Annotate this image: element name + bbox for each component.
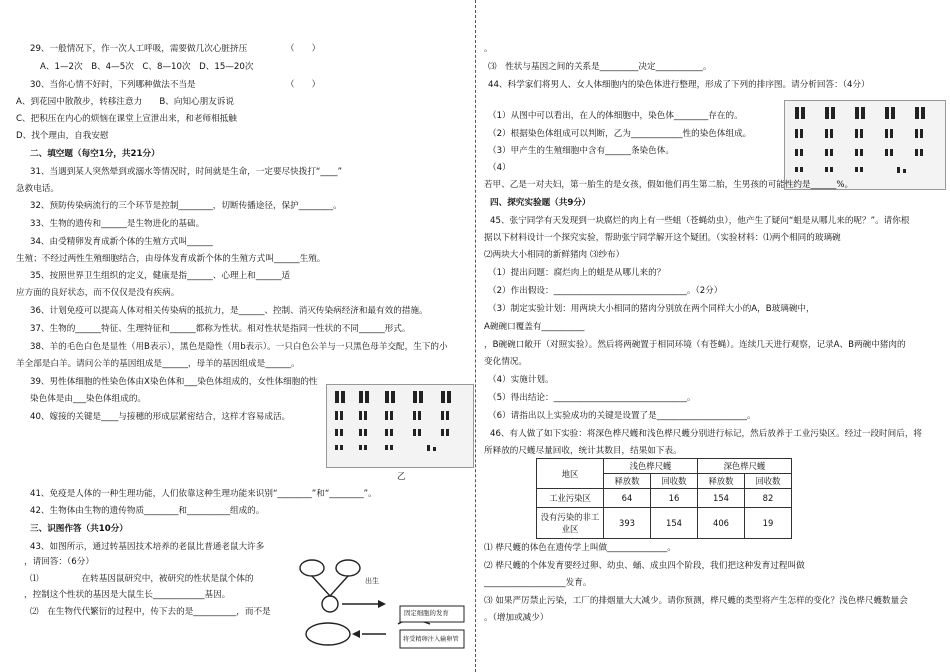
q42-text: 42、生物体由生物的遗传物质________和__________组成的。 [30,506,265,516]
q39-text-cont: 染色体是由___染色体组成的。 [30,394,147,404]
q30-text: 30、当你心情不好时，下列哪种做法不当是 （ ） [30,80,321,90]
q43-text: 43、如图所示，通过转基因技术培养的老鼠比普通老鼠大许多 [30,542,265,552]
q45-step5: （5）得出结论：_______________________________。 [488,393,696,403]
table-row [537,489,792,508]
q31-text-cont: 急救电话。 [16,184,59,194]
q30-option-c: C、把积压在内心的烦恼在课堂上宣泄出来，和老师相抵触 [16,114,237,124]
chromosome-karyotype-figure-q44 [784,100,946,190]
q43-sub3: ⑶ 性状与基因之间的关系是_________决定___________。 [488,62,712,72]
q44-sub4-text: 若甲、乙是一对夫妇，第一胎生的是女孩，假如他们再生第二胎，生男孩的可能性约是______%。 [484,180,854,190]
table-cell: 64 [604,489,651,508]
q35-text-cont: 应方面的良好状态，而不仅仅是没有疾病。 [16,288,180,298]
section-figure-heading: 三、识图作答（共10分） [30,524,128,534]
q43-sub1: ⑴ 在转基因鼠研究中，被研究的性状是鼠个体的 [30,574,254,584]
q46-text-cont: 所释放的尺蠖尽量回收，统计其数目，结果如下表。 [484,446,682,456]
q30-option-d: D、找个理由，自我安慰 [16,131,109,141]
table-subheader-release: 释放数 [604,474,651,489]
q45-step3: （3）制定实验计划：用两块大小相同的猪肉分别放在两个同样大小的A，B玻璃碗中， [488,304,815,314]
q44-text: 44、科学家们将男人、女人体细胞内的染色体进行整理，形成了下列的排序图。请分析回答：（4分） [488,80,870,90]
q43-sub1-cont: ，控制这个性状的基因是大鼠生长____________基因。 [24,590,231,600]
q45-text: 45、张宁同学有天发现到一块腐烂的肉上有一些蛆（苍蝇幼虫），他产生了疑问“蛆是从哪儿来的呢？”。请你根 [490,216,910,226]
table-cell: 406 [698,508,745,539]
table-cell-area: 工业污染区 [537,489,604,508]
q43-sub2: ⑵ 在生物代代繁衍的过程中，传下去的是__________，而不是 [30,607,271,617]
q44-sub4: （4） [488,163,511,173]
table-cell: 82 [745,489,792,508]
section-fill-in-heading: 二、填空题（每空1分，共21分） [30,149,160,159]
q40-text: 40、嫁接的关键是____与接穗的形成层紧密结合，这样才容易成活。 [30,412,291,422]
q45-step2: （2）作出假设：_______________________________。（2分） [488,286,723,296]
table-cell-area: 没有污染的非工业区 [537,508,604,539]
table-subheader-recover: 回收数 [651,474,698,489]
q45-step3-b: ，B碗碗口敞开（对照实验）。然后将两碗置于相同环境（有苍蝇）。连续几天进行观察，记录A、B两碗中猪肉的 [484,340,906,350]
mouse-box-label-injection: 将受精卵注入输卵管 [403,636,459,643]
table-cell: 19 [745,508,792,539]
q37-text: 37、生物的______特征、生理特征和______都称为性状。相对性状是指同一性状的不同______形式。 [30,324,411,334]
q46-sub3-cont: 。（增加或减少） [484,613,549,623]
table-header-dark-moth: 深色桦尺蠖 [698,459,792,474]
q45-step4: （4）实施计划。 [488,375,554,385]
q46-sub2: ⑵ 桦尺蠖的个体发育要经过卵、幼虫、蛹、成虫四个阶段，我们把这种发育过程叫做 [484,561,805,571]
table-cell: 154 [651,508,698,539]
table-header-area: 地区 [537,459,604,489]
q45-materials: ⑵两块大小相同的新鲜猪肉 ⑶纱布） [484,250,625,260]
q43-text-cont: ，请回答：（6分） [24,557,94,567]
q29-text: 29、一般情况下，作一次人工呼吸，需要做几次心脏挤压 （ ） [30,44,321,54]
q32-text: 32、预防传染病流行的三个环节是控制________，切断传播途径，保护________。 [30,201,342,211]
table-subheader-release: 释放数 [698,474,745,489]
q41-text: 41、免疫是人体的一种生理功能，人们依靠这种生理功能来识别“________”和“________”。 [30,489,377,499]
table-cell: 16 [651,489,698,508]
q45-text-cont: 据以下材料设计一个探究实验，帮助张宁同学解开这个疑团。（实验材料：⑴两个相同的玻璃碗 [484,233,841,243]
q34-text: 34、由受精卵发育成新个体的生殖方式叫______ [30,237,213,247]
left-column [0,0,474,672]
q29-options: A、1—2次 B、4—5次 C、8—10次 D、15—20次 [40,62,254,72]
q46-sub2-cont: ___________________发育。 [484,578,592,588]
q39-text: 39、男性体细胞的性染色体由X染色体和___染色体组成的，女性体细胞的性 [30,377,318,387]
q31-text: 31、当遇到某人突然晕到或溺水等情况时，时间就是生命，一定要尽快拨打“____” [30,167,343,177]
right-column [478,0,950,672]
mouse-box-label-development: 固定细胞的发育 [404,609,449,617]
q35-text: 35、按照世界卫生组织的定义，健康是指______、心理上和______适 [30,271,291,281]
chromosome-karyotype-figure-yi [326,384,474,468]
table-cell: 154 [698,489,745,508]
q45-step1: （1）提出问题：腐烂肉上的蛆是从哪儿来的？ [488,268,666,278]
q46-sub3: ⑶ 如果严厉禁止污染，工厂的排烟量大大减少。请你预测，桦尺蠖的类型将产生怎样的变化？浅色桦尺蠖数量会 [484,596,908,606]
moth-results-table [536,458,792,539]
q46-text: 46、有人做了如下实验：将深色桦尺蠖和浅色桦尺蠖分别进行标记，然后放养于工业污染区。经过一段时间后，将 [490,429,923,439]
q44-sub3: （3）甲产生的生殖细胞中含有______条染色体。 [488,146,674,156]
table-subheader-recover: 回收数 [745,474,792,489]
column-divider [475,0,476,672]
q45-step3-a: A碗碗口覆盖有__________ [484,322,585,332]
figure-caption-yi: 乙 [397,472,406,482]
q46-sub1: ⑴ 桦尺蠖的体色在遗传学上叫做______________。 [484,543,676,553]
q38-text: 38、羊的毛色白色是显性（用B表示），黑色是隐性（用b表示）。一只白色公羊与一只黑色母羊交配，生下的小 [30,342,448,352]
section-experiment-heading: 四、探究实验题（共9分） [490,198,591,208]
q38-text-cont: 羊全部是白羊。请问公羊的基因组成是______，母羊的基因组成是______。 [16,359,300,369]
q33-text: 33、生物的遗传和______是生物进化的基础。 [30,219,205,229]
q45-step6: （6）请指出以上实验成功的关键是设置了是_____________________。 [488,411,756,421]
q36-text: 36、计划免疫可以提高人体对相关传染病的抵抗力，是______、控制、消灭传染病经济和最有效的措施。 [30,306,428,316]
q45-step3-c: 变化情况。 [484,357,527,367]
table-header-light-moth: 浅色桦尺蠖 [604,459,698,474]
q30-option-ab: A、到花园中散散步，转移注意力 B、向知心朋友诉说 [16,97,235,107]
mouse-arrow-label-birth: 出生 [365,577,379,585]
q34-text-cont: 生殖；不经过两性生殖细胞结合，由母体发育成新个体的生殖方式叫______生殖。 [16,254,326,264]
table-row [537,508,792,539]
table-cell: 393 [604,508,651,539]
q44-sub1: （1）从图中可以看出，在人的体细胞中，染色体________存在的。 [488,111,743,121]
q43-sub2-cont: 。 [484,44,493,54]
q44-sub2: （2）根据染色体组成可以判断，乙为____________性的染色体组成。 [488,129,752,139]
